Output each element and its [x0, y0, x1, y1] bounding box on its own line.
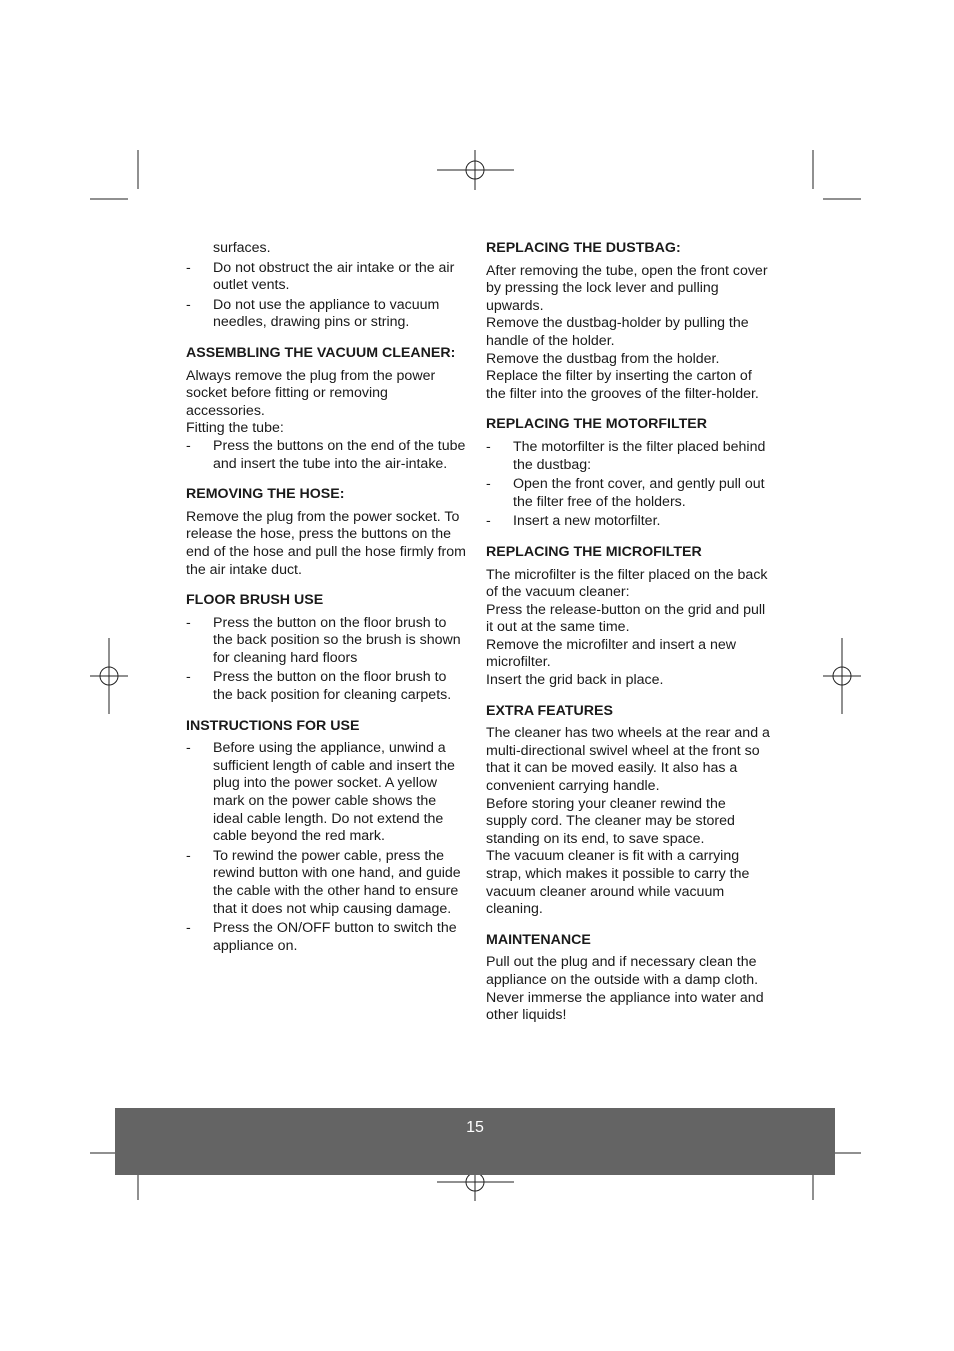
motorfilter-section: [486, 416, 770, 531]
bullet-list: [186, 740, 470, 955]
paragraph: Pull out the plug and if necessary clean the appliance on the outside with a damp cloth.: [486, 954, 759, 988]
section-heading: MAINTENANCE: [486, 931, 591, 948]
list-item: - Press the button on the floor brush to the back position for cleaning carpets.: [186, 669, 470, 704]
paragraph: Insert the grid back in place.: [486, 672, 664, 689]
paragraph: The vacuum cleaner is fit with a carrying strap, which makes it possible to carry the vacuum cleaner around while vacuum cleaning.: [486, 848, 750, 918]
section-heading: ASSEMBLING THE VACUUM CLEANER:: [186, 344, 456, 361]
floor-brush-section: [186, 592, 470, 705]
list-item: - Press the ON/OFF button to switch the appliance on.: [186, 920, 470, 955]
page-number: 15: [466, 1119, 484, 1136]
bullet-list: [186, 438, 470, 473]
paragraph: After removing the tube, open the front cover by pressing the lock lever and pulling upwards.: [486, 262, 768, 314]
section-heading: EXTRA FEATURES: [486, 702, 613, 719]
section-heading: INSTRUCTIONS FOR USE: [186, 717, 360, 734]
paragraph: Before storing your cleaner rewind the supply cord. The cleaner may be stored standing on its end, to save space.: [486, 795, 735, 847]
list-item: - Insert a new motorfilter.: [486, 513, 770, 531]
extra-features-section: [486, 703, 770, 919]
bullet-list: [186, 615, 470, 705]
paragraph: Never immerse the appliance into water and other liquids!: [486, 989, 764, 1024]
maintenance-section: [486, 932, 770, 1025]
section-heading: REPLACING THE MOTORFILTER: [486, 416, 707, 433]
subheading: Fitting the tube:: [186, 420, 284, 437]
list-item: - Press the buttons on the end of the tube and insert the tube into the air-intake.: [186, 438, 470, 473]
right-column: [486, 240, 770, 1038]
left-column: [186, 240, 470, 968]
paragraph: Always remove the plug from the power socket before fitting or removing accessories.: [186, 367, 436, 419]
section-heading: REMOVING THE HOSE:: [186, 486, 345, 503]
list-item: - Before using the appliance, unwind a sufficient length of cable and insert the plug into the power socket. A yellow mark on the power cable shows the ideal cable length. Do not extend the cable beyond the red mark.: [186, 740, 470, 846]
list-item: - Do not use the appliance to vacuum needles, drawing pins or string.: [186, 297, 470, 332]
assembling-section: [186, 345, 470, 473]
list-item: - Press the button on the floor brush to the back position so the brush is shown for cleaning hard floors: [186, 615, 470, 668]
removing-hose-section: [186, 486, 470, 579]
section-heading: REPLACING THE DUSTBAG:: [486, 240, 681, 256]
intro-section: [186, 240, 470, 332]
intro-bullet-list: [186, 260, 470, 332]
list-item: - Do not obstruct the air intake or the air outlet vents.: [186, 260, 470, 295]
paragraph: Press the release-button on the grid and pull it out at the same time.: [486, 601, 766, 636]
paragraph: Remove the microfilter and insert a new microfilter.: [486, 636, 736, 671]
list-item: - The motorfilter is the filter placed behind the dustbag:: [486, 439, 770, 474]
paragraph: Remove the plug from the power socket. To release the hose, press the buttons on the end of the hose and pull the hose firmly from the air intake duct.: [186, 508, 466, 578]
list-item: - Open the front cover, and gently pull out the filter free of the holders.: [486, 476, 770, 511]
microfilter-section: [486, 544, 770, 690]
section-heading: REPLACING THE MICROFILTER: [486, 543, 702, 560]
bullet-list: [486, 439, 770, 531]
paragraph: The cleaner has two wheels at the rear and a multi-directional swivel wheel at the front so that it can be moved easily. It also has a convenient carrying handle.: [486, 725, 770, 795]
footer-bar: [115, 1108, 835, 1175]
section-heading: FLOOR BRUSH USE: [186, 592, 324, 609]
dustbag-section: [486, 240, 770, 403]
instructions-section: [186, 718, 470, 956]
paragraph: The microfilter is the filter placed on the back of the vacuum cleaner:: [486, 566, 768, 601]
list-item: - To rewind the power cable, press the rewind button with one hand, and guide the cable with the other hand to ensure that it does not whip causing damage.: [186, 848, 470, 918]
continuation-text: surfaces.: [213, 240, 271, 256]
paragraph: Remove the dustbag from the holder.: [486, 350, 720, 367]
paragraph: Remove the dustbag-holder by pulling the handle of the holder.: [486, 315, 749, 349]
paragraph: Replace the filter by inserting the carton of the filter into the grooves of the filter-holder.: [486, 368, 759, 402]
